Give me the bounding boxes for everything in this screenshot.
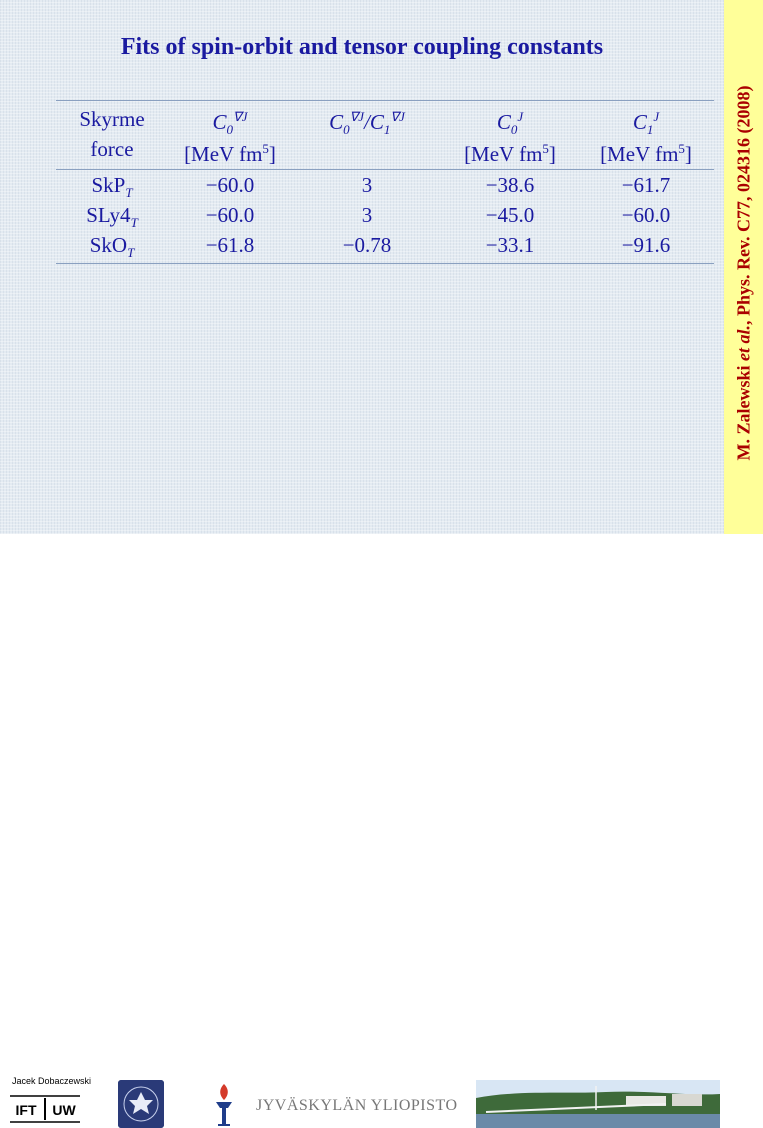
force-name: SkP bbox=[91, 173, 126, 197]
row-sly4-c1j: −60.0 bbox=[621, 203, 671, 227]
force-name: SLy4 bbox=[86, 203, 131, 227]
university-warsaw-seal-icon bbox=[118, 1080, 164, 1128]
row-skp-c1j: −61.7 bbox=[621, 173, 671, 197]
force-subscript: T bbox=[130, 215, 138, 231]
header-skyrme-label: Skyrme bbox=[79, 107, 145, 131]
header-c0-j: $C_0^J$ bbox=[496, 109, 524, 138]
row-skp-c0nj: −60.0 bbox=[205, 173, 255, 197]
row-sko-ratio: −0.78 bbox=[342, 233, 392, 257]
header-unit-c1-j: [MeV $fm^5$] bbox=[600, 141, 692, 166]
reference-journal: , Phys. Rev. C77, 024316 (2008) bbox=[733, 85, 754, 325]
header-c1-j: $C_1^J$ bbox=[632, 109, 660, 138]
table-header-rule bbox=[56, 169, 714, 170]
header-unit-c0-j: [MeV $fm^5$] bbox=[464, 141, 556, 166]
reference-etal: et al. bbox=[733, 324, 754, 361]
header-unit-c0-nablaj: [MeV $fm^5$] bbox=[184, 141, 276, 166]
reference-sidebar bbox=[724, 0, 763, 546]
campus-photo bbox=[476, 1080, 720, 1128]
row-skp-c0j: −38.6 bbox=[485, 173, 535, 197]
jyvaskyla-university-name: JYVÄSKYLÄN YLIOPISTO bbox=[256, 1097, 458, 1114]
coupling-constants-table bbox=[56, 100, 714, 264]
reference-author: M. Zalewski bbox=[733, 360, 754, 461]
author-name: Jacek Dobaczewski bbox=[12, 1076, 92, 1086]
row-sly4-c0nj: −60.0 bbox=[205, 203, 255, 227]
row-skp-ratio: 3 bbox=[361, 173, 373, 197]
header-skyrme bbox=[56, 106, 168, 132]
header-ratio: $C_0^{\nabla J}/C_1^{\nabla J}$ bbox=[329, 109, 405, 138]
force-name: SkO bbox=[89, 233, 128, 257]
row-sko-force bbox=[56, 232, 168, 266]
slide-background bbox=[0, 0, 724, 534]
row-sko-c0j: −33.1 bbox=[485, 233, 535, 257]
uw-logo-text: UW bbox=[52, 1102, 76, 1118]
ift-logo-text: IFT bbox=[15, 1102, 37, 1118]
table-top-rule bbox=[56, 100, 714, 101]
footer-logos bbox=[0, 534, 763, 1118]
row-sly4-c0j: −45.0 bbox=[485, 203, 535, 227]
header-c0-nablaj: $C_0^{\nabla J}$ bbox=[212, 109, 248, 138]
ift-uw-logo bbox=[8, 1090, 82, 1126]
reference-citation bbox=[734, 85, 755, 460]
jyvaskyla-torch-icon bbox=[206, 1080, 242, 1128]
row-sly4-ratio: 3 bbox=[361, 203, 373, 227]
row-sko-c1j: −91.6 bbox=[621, 233, 671, 257]
header-force: force bbox=[90, 137, 134, 161]
force-subscript: T bbox=[127, 245, 135, 261]
force-subscript: T bbox=[125, 185, 133, 201]
row-sko-c0nj: −61.8 bbox=[205, 233, 255, 257]
slide-title: Fits of spin-orbit and tensor coupling constants bbox=[120, 34, 604, 60]
